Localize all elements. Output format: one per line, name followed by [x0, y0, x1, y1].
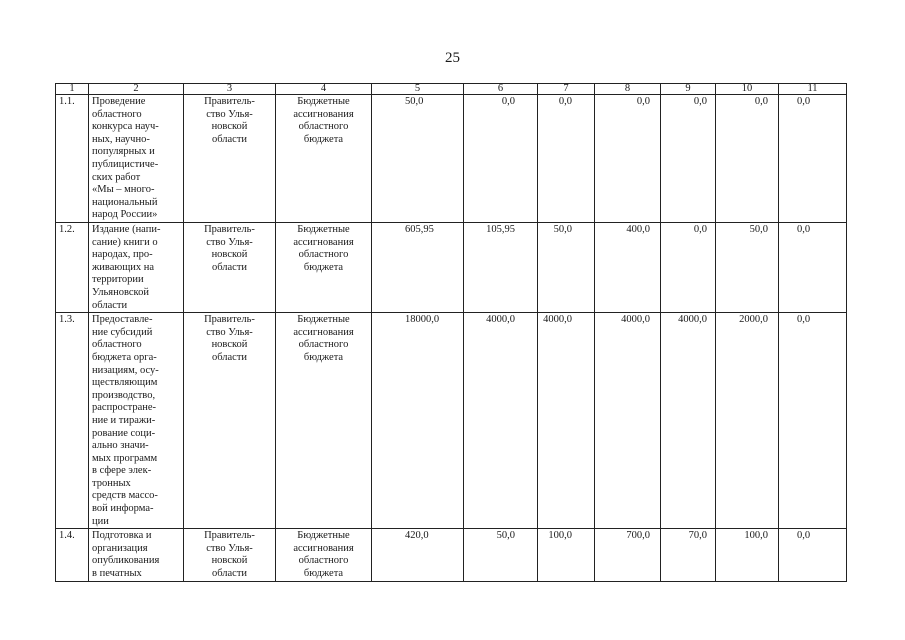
value-cell: 2000,0	[716, 313, 779, 529]
value-cell: 18000,0	[372, 313, 464, 529]
value-cell: 0,0	[661, 95, 716, 223]
row-number: 1.1.	[56, 95, 89, 223]
row-number: 1.3.	[56, 313, 89, 529]
value-cell: 0,0	[779, 529, 847, 581]
row-number: 1.2.	[56, 223, 89, 313]
column-header: 6	[464, 84, 538, 95]
column-header: 2	[89, 84, 184, 95]
value-cell: 0,0	[716, 95, 779, 223]
value-cell: 0,0	[779, 313, 847, 529]
value-cell: 0,0	[779, 223, 847, 313]
column-header: 10	[716, 84, 779, 95]
column-header: 3	[184, 84, 276, 95]
value-cell: 605,95	[372, 223, 464, 313]
value-cell: 0,0	[595, 95, 661, 223]
executor: Правитель- ство Улья- новской области	[204, 224, 255, 273]
value-cell: 70,0	[661, 529, 716, 581]
funding-source: Бюджетные ассигнования областного бюджета	[293, 224, 354, 273]
measure-name: Предоставле- ние субсидий областного бюджета орга- низациям, осу- ществляющим производство, распростране- ние и тиражи- рование соци- ально значи- мых программ в сфере элек- тронных средств массо- вой информа- ции	[92, 314, 159, 527]
value-cell: 50,0	[372, 95, 464, 223]
table-row	[56, 95, 847, 223]
table-row	[56, 223, 847, 313]
value-cell: 400,0	[595, 223, 661, 313]
value-cell: 4000,0	[538, 313, 595, 529]
measure-name: Проведение областного конкурса науч- ных, научно- популярных и публицистиче- ских работ «Мы – много- национальный народ России»	[92, 96, 159, 221]
value-cell: 0,0	[538, 95, 595, 223]
column-header: 5	[372, 84, 464, 95]
executor: Правитель- ство Улья- новской области	[204, 530, 255, 580]
row-number: 1.4.	[56, 529, 89, 581]
value-cell: 105,95	[464, 223, 538, 313]
value-cell: 50,0	[716, 223, 779, 313]
value-cell: 100,0	[538, 529, 595, 581]
value-cell: 4000,0	[595, 313, 661, 529]
value-cell: 4000,0	[661, 313, 716, 529]
value-cell: 50,0	[464, 529, 538, 581]
measure-name: Подготовка и организация опубликования в печатных	[92, 530, 160, 580]
header-row	[56, 84, 847, 95]
budget-table	[55, 83, 847, 582]
executor: Правитель- ство Улья- новской области	[204, 314, 255, 363]
value-cell: 4000,0	[464, 313, 538, 529]
funding-source: Бюджетные ассигнования областного бюджета	[293, 530, 354, 580]
column-header: 1	[56, 84, 89, 95]
value-cell: 0,0	[779, 95, 847, 223]
column-header: 7	[538, 84, 595, 95]
column-header: 8	[595, 84, 661, 95]
value-cell: 0,0	[661, 223, 716, 313]
column-header: 9	[661, 84, 716, 95]
column-header: 4	[276, 84, 372, 95]
column-header: 11	[779, 84, 847, 95]
table-row	[56, 529, 847, 581]
value-cell: 0,0	[464, 95, 538, 223]
funding-source: Бюджетные ассигнования областного бюджета	[293, 96, 354, 145]
funding-source: Бюджетные ассигнования областного бюджета	[293, 314, 354, 363]
value-cell: 50,0	[538, 223, 595, 313]
page-number: 25	[445, 50, 460, 66]
table-row	[56, 313, 847, 529]
value-cell: 700,0	[595, 529, 661, 581]
value-cell: 420,0	[372, 529, 464, 581]
measure-name: Издание (напи- сание) книги о народах, про- живающих на территории Ульяновской области	[92, 224, 161, 311]
value-cell: 100,0	[716, 529, 779, 581]
executor: Правитель- ство Улья- новской области	[204, 96, 255, 145]
